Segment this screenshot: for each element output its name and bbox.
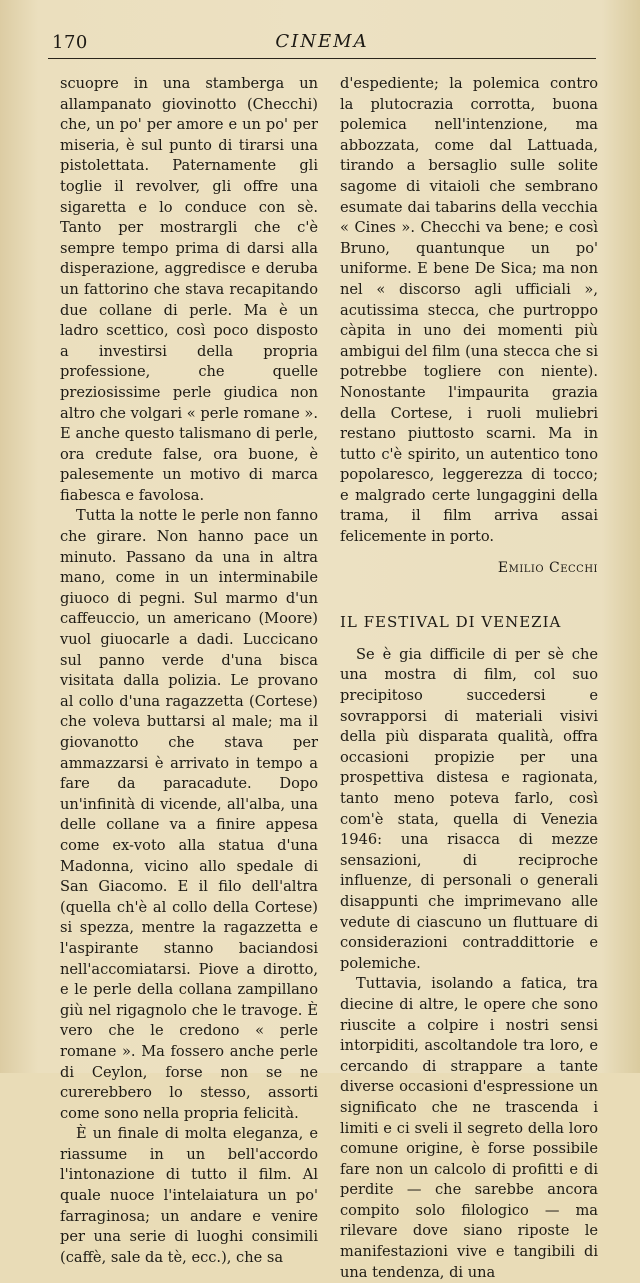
section-title: IL FESTIVAL DI VENEZIA [340,613,562,632]
paragraph: Tuttavia, isolando a fatica, tra diecine di altre, le opere che sono riuscite a colpire i nostri sensi intorpiditi, ascoltandole tra loro, e cercando di strappare a tante diverse occasioni d'espressione un significato che ne trascenda i limiti e ci sveli il segreto della loro comune origine, è forse possibile fare non un calcolo di profitti e di perdite — che sarebbe ancora compito solo filologico — ma rilevare dove siano riposte le manifestazioni vive e tangibili di una tendenza, di una [340,975,598,1281]
page-number: 170 [52,32,88,53]
paragraph: Se è gia difficile di per sè che una mostra di film, col suo precipitoso succedersi e sovrapporsi di materiali visivi della più disparata qualità, offra occasioni propizie per una prospettiva distesa e ragionata, tanto meno poteva farlo, così com'è stata, quella di Venezia 1946: una risacca di mezze sensazioni, di reciproche influenze, di personali o generali disappunti che imprimevano alle vedute di ciascuno un fluttuare di considerazioni contraddittorie e polemiche. [340,645,598,972]
paragraph: scuopre in una stamberga un allampanato giovinotto (Checchi) che, un po' per amore e un po' per miseria, è sul punto di tirarsi una pistolettata. Paternamente gli toglie il revolver, gli offre una sigaretta e lo conduce con sè. Tanto per mostrargli che c'è sempre tempo prima di darsi alla disperazione, aggredisce e deruba un fattorino che stava recapitando due collane di perle. Ma è un ladro scettico, così poco disposto a investirsi della propria professione, che quelle preziosissime perle giudica non altro che volgari « perle romane ». E anche questo talismano di perle, ora credute false, ora buone, è palesemente un motivo di marca fiabesca e favolosa. [60,75,318,504]
paragraph: d'espediente; la polemica contro la plutocrazia corrotta, buona polemica nell'intenzione, ma abbozzata, come dal Lattuada, tirando a bersaglio sulle solite sagome di vitaioli che sembrano esumate dai tabarins della vecchia « Cines ». Checchi va bene; e così Bruno, quantunque un po' uniforme. E bene De Sica; ma non nel « discorso agli ufficiali », acutissima stecca, che purtroppo càpita in uno dei momenti più ambigui del film (una stecca che si potrebbe togliere con niente). Nonostante l'impaurita grazia della Cortese, i ruoli muliebri restano piuttosto scarni. Ma in tutto c'è spirito, un autentico tono popolaresco, leggerezza di tocco; e malgrado certe lungaggini della trama, il film arriva assai felicemente in porto. [340,75,598,546]
author-signature: Emilio Cecchi [497,559,598,576]
paragraph: È un finale di molta eleganza, e riassume in un bell'accordo l'intonazione di tutto il film. Al quale nuoce l'intelaiatura un po' farraginosa; un andare e venire per una serie di luoghi consimili (caffè, sale da tè, ecc.), che sa [60,1125,318,1266]
running-title: CINEMA [275,31,369,52]
paragraph: Tutta la notte le perle non fanno che girare. Non hanno pace un minuto. Passano da una in altra mano, come in un interminabile giuoco di pegni. Sul marmo d'un caffeuccio, un americano (Moore) vuol giuocarle a dadi. Luccicano sul panno verde d'una bisca visitata dalla polizia. Le provano al collo d'una ragazzetta (Cortese) che voleva buttarsi al male; ma il giovanotto che stava per ammazzarsi è arrivato in tempo a fare da paracadute. Dopo un'infinità di vicende, all'alba, una delle collane va a finire appesa come ex-voto alla statua d'una Madonna, vicino allo spedale di San Giacomo. E il filo dell'altra (quella ch'è al collo della Cortese) si spezza, mentre la ragazzetta e l'aspirante stanno baciandosi nell'accomiatarsi. Piove a dirotto, e le perle della collana zampillano giù nel rigagnolo che le travoge. È vero che le credono « perle romane ». Ma fossero anche perle di Ceylon, forse non se ne curerebbero lo stesso, assorti come sono nella propria felicità. [60,507,318,1122]
page-header [48,28,596,59]
right-column [340,74,598,1283]
left-column [60,74,318,1268]
